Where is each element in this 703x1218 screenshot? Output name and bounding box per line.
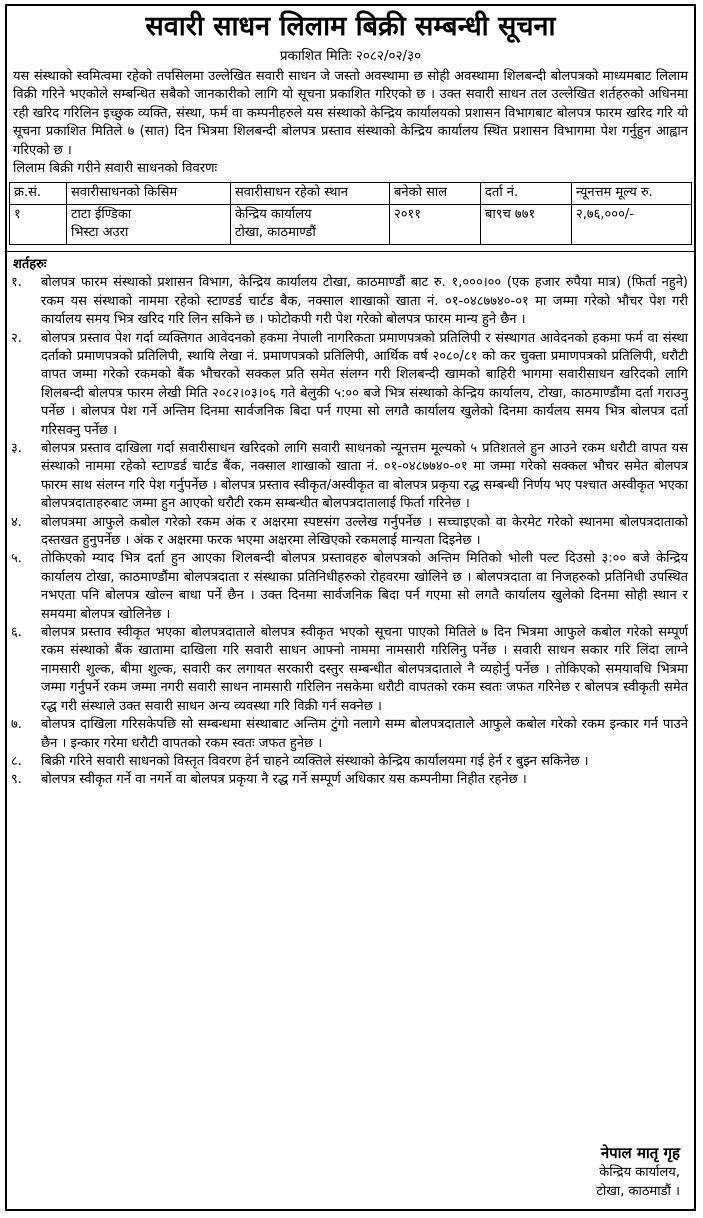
table-header-row <box>10 183 692 205</box>
term-number: ४. <box>11 514 22 530</box>
cell-min-price: २,७६,०००/- <box>572 204 692 244</box>
table-row <box>10 204 692 244</box>
published-date: प्रकाशित मितिः २०८२/०२/३० <box>279 48 422 64</box>
cell-sn: १ <box>10 204 67 244</box>
header-location: सवारीसाधन रहेको स्थान <box>231 183 390 205</box>
term-number: ३. <box>11 441 22 456</box>
notice-title: सवारी साधन लिलाम बिक्री सम्बन्धी सूचना <box>145 11 556 42</box>
term-number: ७. <box>11 717 22 733</box>
header-year: बनेको साल <box>390 183 481 205</box>
cell-type-line2: भिस्टा अउरा <box>71 225 129 241</box>
cell-reg-no: बा९च ७७१ <box>481 204 572 244</box>
term-text: बोलपत्र प्रस्ताव स्वीकृत भएका बोलपत्रदाताले बोलपत्र स्वीकृत भएको सूचना पाएको मितिले ७ दिन भित्रमा आफुले कबोल गरेको सम्पूर्ण रकम संस्थाको बैंक खातामा दाखिला गरि सवारी साधन आफ्नो नाममा नामसारी गरिलिनु पर्नेछ । सवारी साधन सकार गरि लिंदा लाग्ने नामसारी शुल्क, बीमा शुल्क, सवारी कर लगायत सरकारी दस्तुर सम्बन्धीत बोलपत्रदाताले नै व्यहोर्नु पर्नेछ । तोकिएको समयावधि भित्रमा जम्मा गर्नुपर्ने रकम जम्मा नगरी सवारी साधन नामसारी गरिलिन नसकेमा धरौटी वापतको रकम स्वतः जफत गरिनेछ र बोलपत्र स्वीकृती समेत रद्ध गरी संस्थाले उक्त सवारी साधन अन्य व्यवस्था गरि विक्री गर्न सक्नेछ । <box>41 625 688 714</box>
term-item <box>11 716 688 753</box>
term-text: बोलपत्रमा आफुले कबोल गरेको रकम अंक र अक्षरमा स्पष्टसंग उल्लेख गर्नुपर्नेछ । सच्चाइएको वा केरमेट गरेको स्थानमा बोलपत्रदाताको दस्तखत हुनुपर्नेछ । अंक र अक्षरमा फरक भएमा अक्षरमा लेखिएको रकमलाई मान्यता दिइनेछ । <box>41 514 688 549</box>
term-text: बोलपत्र प्रस्ताव पेश गर्दा व्यक्तिगत आवेदनको हकमा नेपाली नागरिकता प्रमाणपत्रको प्रतिलिपी र संस्थागत आवेदनको हकमा फर्म वा संस्था दर्ताको प्रमाणपत्रको प्रतिलिपी, स्थायि लेखा नं. प्रमाणपत्रको प्रतिलिपी, आर्थिक वर्ष २०८०/८१ को कर चुक्ता प्रमाणपत्रको प्रतिलिपी, धरौटी वापत जम्मा गरेको रकमको बैंक भौचरको सक्कल प्रति समेत संलग्न गरी शिलबन्दी खामको बाहिरी भागमा सवारीसाधन खरिदको लागि शिलबन्दी बोलपत्र फारम लेखी मिति २०८२।०३।०६ गते बेलुकी ५:०० बजे भित्र संस्थाको केन्द्रिय कार्यालय, टोखा, काठमाण्डौंमा दर्ता गराउनु पर्नेछ । बोलपत्र पेश गर्ने अन्तिम दिनमा सार्वजनिक बिदा पर्न गएमा सो लगतै कार्यालय खुलेको दिनमा कार्यलय समय भित्र बोलपत्र दर्ता गरिसक्नु पर्नेछ । <box>41 330 688 438</box>
cell-type-line1: टाटा ईण्डिका <box>71 206 132 222</box>
term-number: २. <box>11 330 22 346</box>
term-text: बोलपत्र दाखिला गरिसकेपछि सो सम्बन्धमा संस्थाबाट अन्तिम टुंगो नलागे सम्म बोलपत्रदाताले आफुले कबोल गरेको रकम इन्कार गर्न पाउने छैन । इन्कार गरेमा धरौटी वापतको रकम स्वतः जफत हुनेछ । <box>41 717 688 751</box>
cell-location-line2: टोखा, काठमाण्डौं <box>235 225 316 241</box>
terms-heading: शर्तहरुः <box>13 256 47 272</box>
term-item <box>11 514 688 551</box>
term-text: बोलपत्र प्रस्ताव दाखिला गर्दा सवारीसाधन खरिदको लागि सवारी साधनको न्यूनत्तम मूल्यको ५ प्रतिशतले हुन आउने रकम धरौटी वापत यस संस्थाको नाममा रहेको स्टाण्डर्ड चार्टड बैंक, नक्साल शाखाको खाता नं. ०१-०४८७७४०-०१ मा जम्मा गरेको सक्कल भौचर समेत बोलपत्र फारम साथ संलग्न गरि पेश गर्नुपर्नेछ । बोलपत्र प्रस्ताव स्वीकृत/अस्वीकृत वा बोलपत्र प्रकृया रद्ध सम्बन्धी निर्णय भए पश्चात अस्वीकृत भएका बोलपत्रदाताहरुबाट जम्मा हुन आएको धरौटी रकम सम्बन्धीत बोलपत्रदातालाई फिर्ता गरिनेछ । <box>41 441 688 512</box>
term-text: तोकिएको म्याद भित्र दर्ता हुन आएका शिलबन्दी बोलपत्र प्रस्तावहरु बोलपत्रको अन्तिम मितिको भोली पल्ट दिउसो ३:०० बजे केन्द्रिय कार्यालय टोखा, काठमाण्डौंमा बोलपत्रदाता र संस्थाका प्रतिनिधीहरुको रोहवरमा खोलिने छ । बोलपत्रदाता वा निजहरुको प्रतिनिधी उपस्थित नभएता पनि बोलपत्र खोल्न बाधा पर्ने छैन । उक्त दिनमा सार्वजनिक बिदा पर्न गएमा सो लगतै कार्यालय खुलेको दिनमा सोही स्थान र समयमा बोलपत्र खोलिनेछ । <box>41 551 688 622</box>
cell-type <box>67 204 231 244</box>
header-reg-no: दर्ता नं. <box>481 183 572 205</box>
signoff-office: केन्द्रिय कार्यालय, <box>599 1165 680 1181</box>
signoff-address: टोखा, काठमाडौं । <box>596 1183 680 1199</box>
term-item <box>11 274 688 329</box>
term-item <box>11 440 688 514</box>
cell-location-line1: केन्द्रिय कार्यालय <box>235 206 312 222</box>
term-number: ८. <box>11 753 22 769</box>
cell-location <box>231 204 390 244</box>
header-min-price: न्यूनत्तम मूल्य रु. <box>572 183 692 205</box>
term-number: ६. <box>11 625 22 641</box>
vehicle-table <box>9 182 692 245</box>
cell-year: २०११ <box>390 204 481 244</box>
term-text: बिक्री गरिने सवारी साधनको विस्तृत विवरण हेर्न चाहने व्यक्तिले संस्थाको केन्द्रिय कार्यालयमा गई हेर्न र बुझ्न सकिनेछ । <box>41 753 589 769</box>
term-number: ५. <box>11 551 22 567</box>
terms-section <box>7 251 694 790</box>
term-number: ९. <box>11 772 22 788</box>
term-item <box>11 624 688 716</box>
header-sn: क्र.सं. <box>10 183 67 205</box>
term-text: बोलपत्र स्वीकृत गर्ने वा नगर्ने वा बोलपत्र प्रकृया नै रद्ध गर्ने सम्पूर्ण अधिकार यस कम्पनीमा निहीत रहनेछ । <box>41 772 527 788</box>
header-type: सवारीसाधनको किसिम <box>67 183 231 205</box>
term-item <box>11 753 688 771</box>
term-item <box>11 330 688 440</box>
signoff-organization: नेपाल मातृ गृह <box>600 1144 680 1163</box>
term-item <box>11 550 688 624</box>
intro-paragraph: यस संस्थाको स्वमित्वमा रहेको तपसिलमा उल्लेखित सवारी साधन जे जस्तो अवस्थामा छ सोही अवस्थामा शिलबन्दी बोलपत्रको माध्यमबाट लिलाम विक्री गरिने भएकोले सम्बन्धित सबैको जानकारीको लागि यो सूचना प्रकाशित गरिएको छ । उक्त सवारी साधन तल उल्लेखित शर्तहरुको अधिनमा रही खरिद गरिलिन इच्छुक व्यक्ति, संस्था, फर्म वा कम्पनीहरुले यस संस्थाको केन्द्रिय कार्यालयको प्रशासन विभागबाट बोलपत्र फारम खरिद गरि यो सूचना प्रकाशित मितिले ७ (सात) दिन भित्रमा शिलबन्दी बोलपत्र प्रस्ताव संस्थाको केन्द्रिय कार्यालय स्थित प्रशासन विभागमा पेश गर्नुहुन आह्वान गरिएको छ । <box>13 69 688 158</box>
term-text: बोलपत्र फारम संस्थाको प्रशासन विभाग, केन्द्रिय कार्यालय टोखा, काठमाण्डौं बाट रु. १,०००।०० (एक हजार रुपैया मात्र) (फिर्ता नहुने) रकम यस संस्थाको नाममा रहेको स्टाण्डर्ड चार्टड बैक, नक्साल शाखाको खाता नं. ०१-०४८७७४०-०१ मा जम्मा गरेको भौचर पेश गरी कार्यालय समय भित्र खरिद गरि लिन सकिने छ । फोटोकपी गरी पेश गरेको बोलपत्र फारम मान्य हुने छैन । <box>41 275 688 328</box>
notice-document <box>5 4 696 1211</box>
vehicle-list-heading: लिलाम बिक्री गरीने सवारी साधनको विवरणः <box>13 161 218 177</box>
signoff-block <box>596 1142 680 1201</box>
term-item <box>11 771 688 789</box>
term-number: १. <box>11 275 22 291</box>
